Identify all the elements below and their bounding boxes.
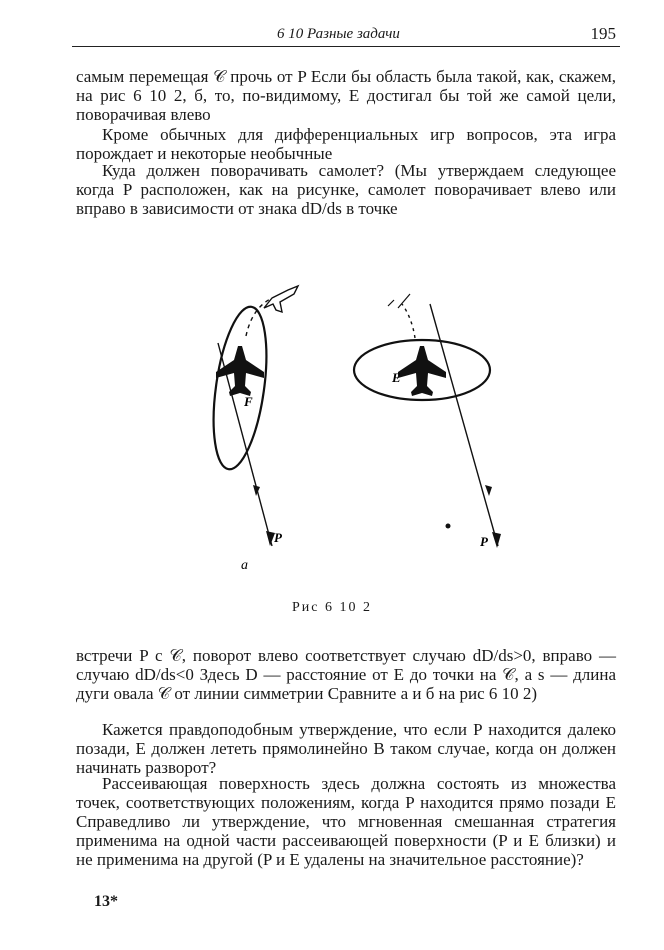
panel-b: [354, 294, 501, 549]
section-title: 6 10 Разные задачи: [277, 26, 400, 42]
figure-caption: Рис 6 10 2: [292, 600, 372, 615]
page-number: 195: [590, 24, 616, 43]
plane-icon-right: [398, 346, 446, 396]
pursuer-path-right: [430, 304, 498, 546]
plane-outline-icon: [264, 286, 298, 312]
paragraph-3: Куда должен поворачивать самолет? (Мы утверждаем следующее когда P расположен, как на рисунке, самолет поворачивает влево или вправо в зависимости от знака dD/ds в точке: [76, 161, 616, 218]
evader-label-left: F: [244, 394, 253, 409]
pursuer-label-right: P: [480, 534, 488, 549]
paragraph-2: Кроме обычных для дифференциальных игр вопросов, эта игра порождает и некоторые необычные: [76, 125, 616, 163]
paragraph-5: Кажется правдоподобным утверждение, что если P находится далеко позади, E должен лететь прямолинейно В таком случае, когда он должен начинать разворот?: [76, 720, 616, 777]
panel-a: [205, 286, 298, 573]
figure-6-10-2: [180, 228, 560, 588]
signature-mark: 13*: [94, 893, 118, 910]
turn-mark-icon: [388, 294, 410, 308]
evader-label-right: E: [392, 370, 401, 385]
evader-turn-dashed-right: [402, 304, 415, 338]
running-header: [72, 24, 620, 46]
pursuer-label-left: P: [274, 530, 282, 545]
paragraph-1: самым перемещая 𝒞 прочь от P Если бы область была такой, как, скажем, на рис 6 10 2, б, то, по-видимому, E достигал бы той же самой цели, поворачивая влево: [76, 67, 616, 124]
panel-label-a: а: [241, 558, 248, 573]
pursuer-arrow-right: [492, 532, 501, 548]
header-rule: [72, 46, 620, 47]
path-arrow-right: [485, 485, 492, 496]
paragraph-6: Рассеивающая поверхность здесь должна состоять из множества точек, соответствующих положениям, когда P находится прямо позади E Справедливо ли утверждение, что мгновенная смешанная стратегия применима на одной части рассеивающей поверхности (P и E близки) и не применима на другой (P и E удалены на значительное расстояние)?: [76, 774, 616, 869]
paragraph-4: встречи P с 𝒞, поворот влево соответствует случаю dD/ds>0, вправо — случаю dD/ds<0 Здесь D — расстояние от E до точки на 𝒞, а s — длина дуги овала 𝒞 от линии симметрии Сравните а и б на рис 6 10 2): [76, 646, 616, 703]
point-dot: [446, 524, 451, 529]
